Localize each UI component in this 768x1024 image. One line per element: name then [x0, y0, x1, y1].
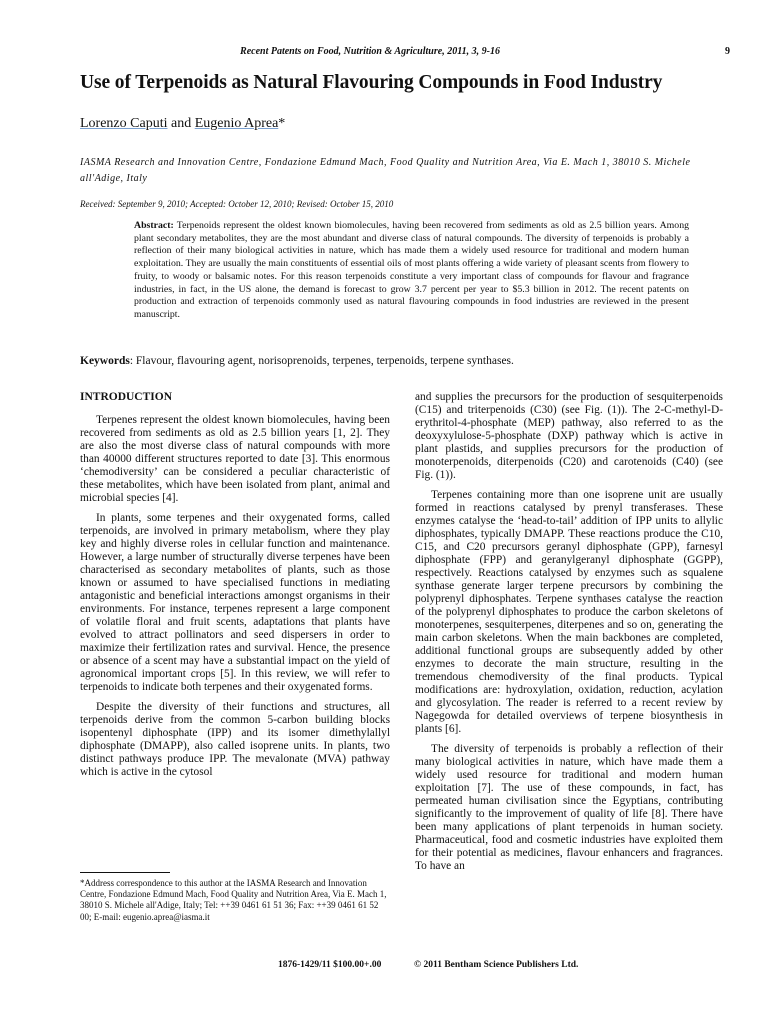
issn-price: 1876-1429/11 $100.00+.00 [278, 960, 382, 970]
page-number: 9 [725, 46, 730, 57]
correspondence-footnote: *Address correspondence to this author at the IASMA Research and Innovation Centre, Fondazione Edmund Mach, Food Quality and Nutrition Area, Via E. Mach 1, 38010 S. Michele all'Adige, Italy; Tel: ++39 0461 61 51 36; Fax: ++39 0461 61 52 00; E-mail: eugenio.aprea@iasma.it [80, 878, 387, 922]
paragraph-intro-1: Terpenes represent the oldest known biomolecules, having been recovered from sediments as old as 2.5 billion years [1, 2]. They are also the most diverse class of natural compounds with more than 40000 different structures reported to date [3]. This enormous ‘chemodiversity’ can be considered a peculiar characteristic of these metabolites, which have been isolated from plant, animal and microbial species [4]. [80, 414, 390, 504]
article-dates: Received: September 9, 2010; Accepted: October 12, 2010; Revised: October 15, 2010 [80, 199, 394, 209]
author-link-aprea[interactable]: Eugenio Aprea [194, 116, 279, 131]
left-column [80, 391, 390, 786]
article-title: Use of Terpenoids as Natural Flavouring Compounds in Food Industry [80, 72, 663, 93]
keywords-label: Keywords [80, 355, 130, 367]
paragraph-intro-2: In plants, some terpenes and their oxygenated forms, called terpenoids, are involved in primary metabolism, where they play key and highly diverse roles in cellular function and maintenance. However, a large number of structurally diverse terpenes have been characterised as secondary metabolites of plants, such as those known or assumed to have specialised functions in mediating antagonistic and beneficial interactions amongst organisms in their environments. For instance, terpenes represent a large component of volatile floral and fruit scents, adaptations that plants have evolved to attract pollinators and seed dispersers in order to maximize their fertilization rates and survival. Hence, the presence or absence of a scent may have a substantial impact on the yield of agronomical important crops [5]. In this review, we will refer to terpenoids to indicate both terpenes and their oxygenated forms. [80, 512, 390, 693]
affiliation: IASMA Research and Innovation Centre, Fondazione Edmund Mach, Food Quality and Nutrition Area, Via E. Mach 1, 38010 S. Michele all'Adige, Italy [80, 157, 691, 184]
right-column [415, 391, 723, 880]
abstract-label: Abstract: [134, 220, 174, 231]
paragraph-right-3: The diversity of terpenoids is probably a reflection of their many biological activities in nature, which have made them a widely used resource for traditional and modern human exploitation [7]. The use of these compounds, in fact, has permeated human civilisation since the Egyptians, contributing significantly to the improvement of quality of life [8]. There have been many applications of plant terpenoids in human society. Pharmaceutical, food and cosmetic industries have exploited them for their potential as medicines, flavour enhancers and fragrances. To have an [415, 743, 723, 872]
author-separator: and [167, 116, 195, 131]
author-list [80, 116, 285, 132]
author-link-caputi[interactable]: Lorenzo Caputi [80, 116, 168, 131]
footnote-divider [80, 872, 170, 873]
corresponding-asterisk: * [278, 116, 286, 131]
keywords-text: : Flavour, flavouring agent, norisoprenoids, terpenes, terpenoids, terpene synthases. [129, 355, 514, 367]
section-heading-introduction: INTRODUCTION [80, 391, 173, 403]
copyright: © 2011 Bentham Science Publishers Ltd. [414, 960, 579, 970]
paragraph-right-2: Terpenes containing more than one isoprene unit are usually formed in reactions catalysed by prenyl transferases. These enzymes catalyse the ‘head-to-tail’ addition of IPP units to allylic diphosphates, typically DMAPP. These reactions produce the C10, C15, and C20 precursors geranyl diphosphate (GPP), farnesyl diphosphate (FPP) and geranylgeranyl diphosphate (GGPP), respectively. Reactions catalysed by enzymes such as squalene synthase generate larger terpene precursors by combining the polyprenyl diphosphates. Terpene synthases catalyse the reaction of the polyprenyl diphosphates to produce the carbon skeletons of monoterpenes, sesquiterpenes, diterpenes and so on, generating the main carbon skeletons. When the main backbones are completed, additional functional groups are subsequently added by other enzymes to decorate the main structure, resulting in the tremendous chemodiversity of the final products. Typical modifications are: hydroxylation, oxidation, reduction, acylation and glycosylation. The reader is referred to a recent review by Nagegowda for detailed overviews of terpene biosynthesis in plants [6]. [415, 489, 723, 735]
paragraph-right-1: and supplies the precursors for the production of sesquiterpenoids (C15) and triterpenoids (C30) (see Fig. (1)). The 2-C-methyl-D-erythritol-4-phosphate (MEP) pathway, also referred to as the deoxyxylulose-5-phosphate (DXP) pathway which is active in plant plastids, and supplies precursors for the production of monoterpenoids, diterpenoids (C20) and carotenoids (C40) (see Fig. (1)). [415, 391, 723, 481]
paragraph-intro-3: Despite the diversity of their functions and structures, all terpenoids derive from the common 5-carbon building blocks isopentenyl diphosphate (IPP) and its isomer dimethylallyl diphosphate (DMAPP), also called isoprene units. In plants, two distinct pathways produce IPP. The mevalonate (MVA) pathway which is active in the cytosol [80, 701, 390, 778]
keywords [80, 355, 720, 367]
abstract [134, 220, 689, 322]
journal-header: Recent Patents on Food, Nutrition & Agriculture, 2011, 3, 9-16 [240, 46, 500, 57]
abstract-text: Terpenoids represent the oldest known biomolecules, having been recovered from sediments as old as 2.5 billion years. Among plant secondary metabolites, they are the most abundant and diverse class of natural compounds. The diversity of terpenoids is probably a reflection of their many biological activities in nature, which has made them a widely used resource for traditional and modern human exploitation. They are usually the main constituents of essential oils of most plants offering a wide variety of pleasant scents from flowery to fruity, to woody or balsamic notes. For this reason terpenoids constitute a very important class of compounds for flavour and fragrance industries, in fact, in the US alone, the demand is forecast to grow 3.7 percent per year to $5.3 billion in 2012. The recent patents on production and extraction of terpenoids commonly used as natural flavouring compounds in food industries are reviewed in the present manuscript. [134, 220, 689, 320]
